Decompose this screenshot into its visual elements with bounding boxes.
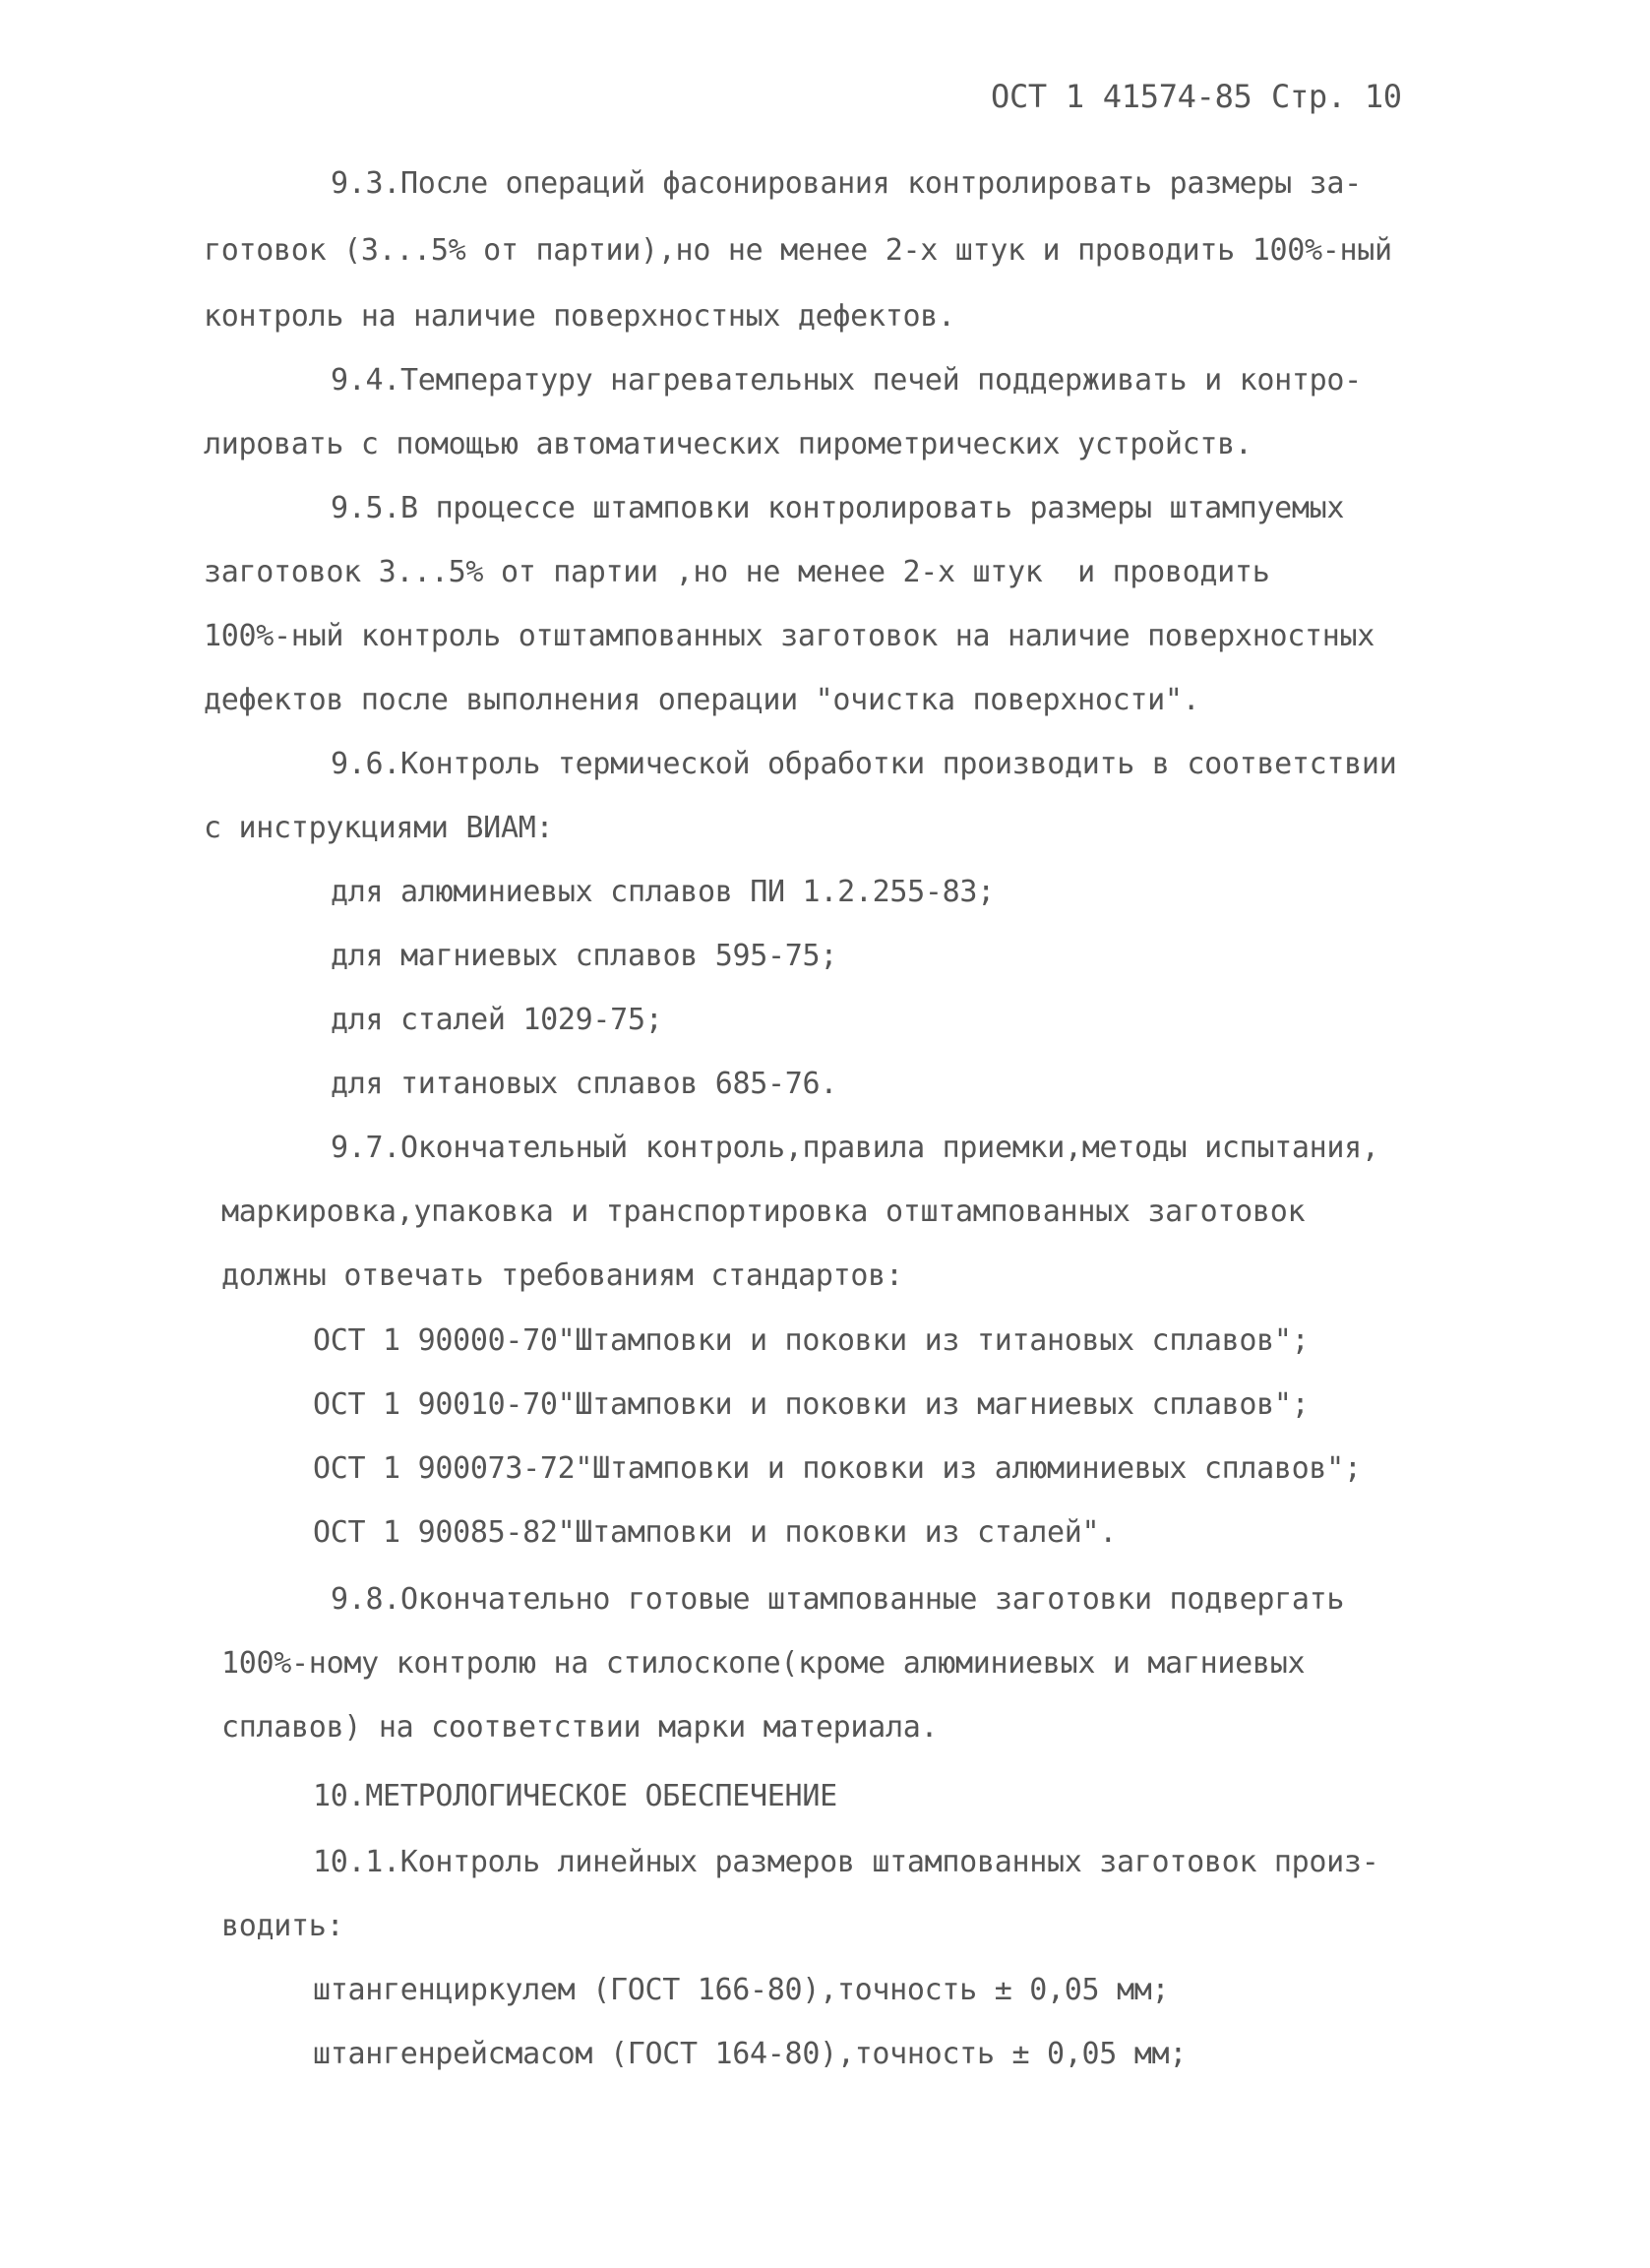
paragraph-9-8-line-3: сплавов) на соответствии марки материала.: [221, 1710, 939, 1745]
list-item: ОСТ 1 90085-82"Штамповки и поковки из сталей".: [313, 1515, 1118, 1550]
list-item: штангенциркулем (ГОСТ 166-80),точность ± 0,05 мм;: [313, 1973, 1170, 2007]
paragraph-9-8-line-2: 100%-ному контролю на стилоскопе(кроме алюминиевых и магниевых: [221, 1646, 1306, 1681]
paragraph-9-4-line-1: 9.4.Температуру нагревательных печей поддерживать и контро-: [331, 363, 1362, 398]
paragraph-9-3-line-1: 9.3.После операций фасонирования контролировать размеры за-: [331, 166, 1362, 201]
list-item: для магниевых сплавов 595-75;: [331, 939, 838, 973]
page-number: Стр. 10: [1271, 78, 1402, 115]
paragraph-9-6-line-1: 9.6.Контроль термической обработки производить в соответствии: [331, 747, 1397, 781]
paragraph-9-4-line-2: лировать с помощью автоматических пирометрических устройств.: [204, 427, 1253, 461]
paragraph-9-5-line-2: заготовок 3...5% от партии ,но не менее 2-х штук и проводить: [204, 555, 1270, 589]
section-heading: 10.МЕТРОЛОГИЧЕСКОЕ ОБЕСПЕЧЕНИЕ: [313, 1779, 837, 1813]
paragraph-9-8-line-1: 9.8.Окончательно готовые штампованные заготовки подвергать: [331, 1582, 1345, 1617]
list-item: для сталей 1029-75;: [331, 1003, 663, 1037]
paragraph-9-5-line-1: 9.5.В процессе штамповки контролировать размеры штампуемых: [331, 491, 1345, 525]
paragraph-9-7-line-1: 9.7.Окончательный контроль,правила приемки,методы испытания,: [331, 1131, 1379, 1165]
paragraph-9-7-line-3: должны отвечать требованиям стандартов:: [221, 1258, 903, 1293]
list-item: штангенрейсмасом (ГОСТ 164-80),точность ± 0,05 мм;: [313, 2037, 1188, 2071]
paragraph-9-5-line-4: дефектов после выполнения операции "очистка поверхности".: [204, 683, 1200, 717]
list-item: ОСТ 1 90000-70"Штамповки и поковки из титановых сплавов";: [313, 1323, 1310, 1358]
paragraph-9-6-line-2: с инструкциями ВИАМ:: [204, 811, 554, 845]
paragraph-9-3-line-3: контроль на наличие поверхностных дефектов.: [204, 299, 955, 334]
list-item: для алюминиевых сплавов ПИ 1.2.255-83;: [331, 875, 995, 909]
paragraph-9-3-line-2: готовок (3...5% от партии),но не менее 2-х штук и проводить 100%-ный: [204, 233, 1392, 268]
paragraph-10-1-line-2: водить:: [221, 1909, 344, 1943]
paragraph-10-1-line-1: 10.1.Контроль линейных размеров штампованных заготовок произ-: [313, 1845, 1379, 1879]
document-code: ОСТ 1 41574-85: [991, 78, 1253, 115]
paragraph-9-7-line-2: маркировка,упаковка и транспортировка отштампованных заготовок: [221, 1195, 1306, 1229]
list-item: ОСТ 1 90010-70"Штамповки и поковки из магниевых сплавов";: [313, 1387, 1310, 1422]
list-item: для титановых сплавов 685-76.: [331, 1067, 838, 1101]
paragraph-9-5-line-3: 100%-ный контроль отштампованных заготовок на наличие поверхностных: [204, 619, 1375, 653]
list-item: ОСТ 1 900073-72"Штамповки и поковки из алюминиевых сплавов";: [313, 1451, 1362, 1486]
